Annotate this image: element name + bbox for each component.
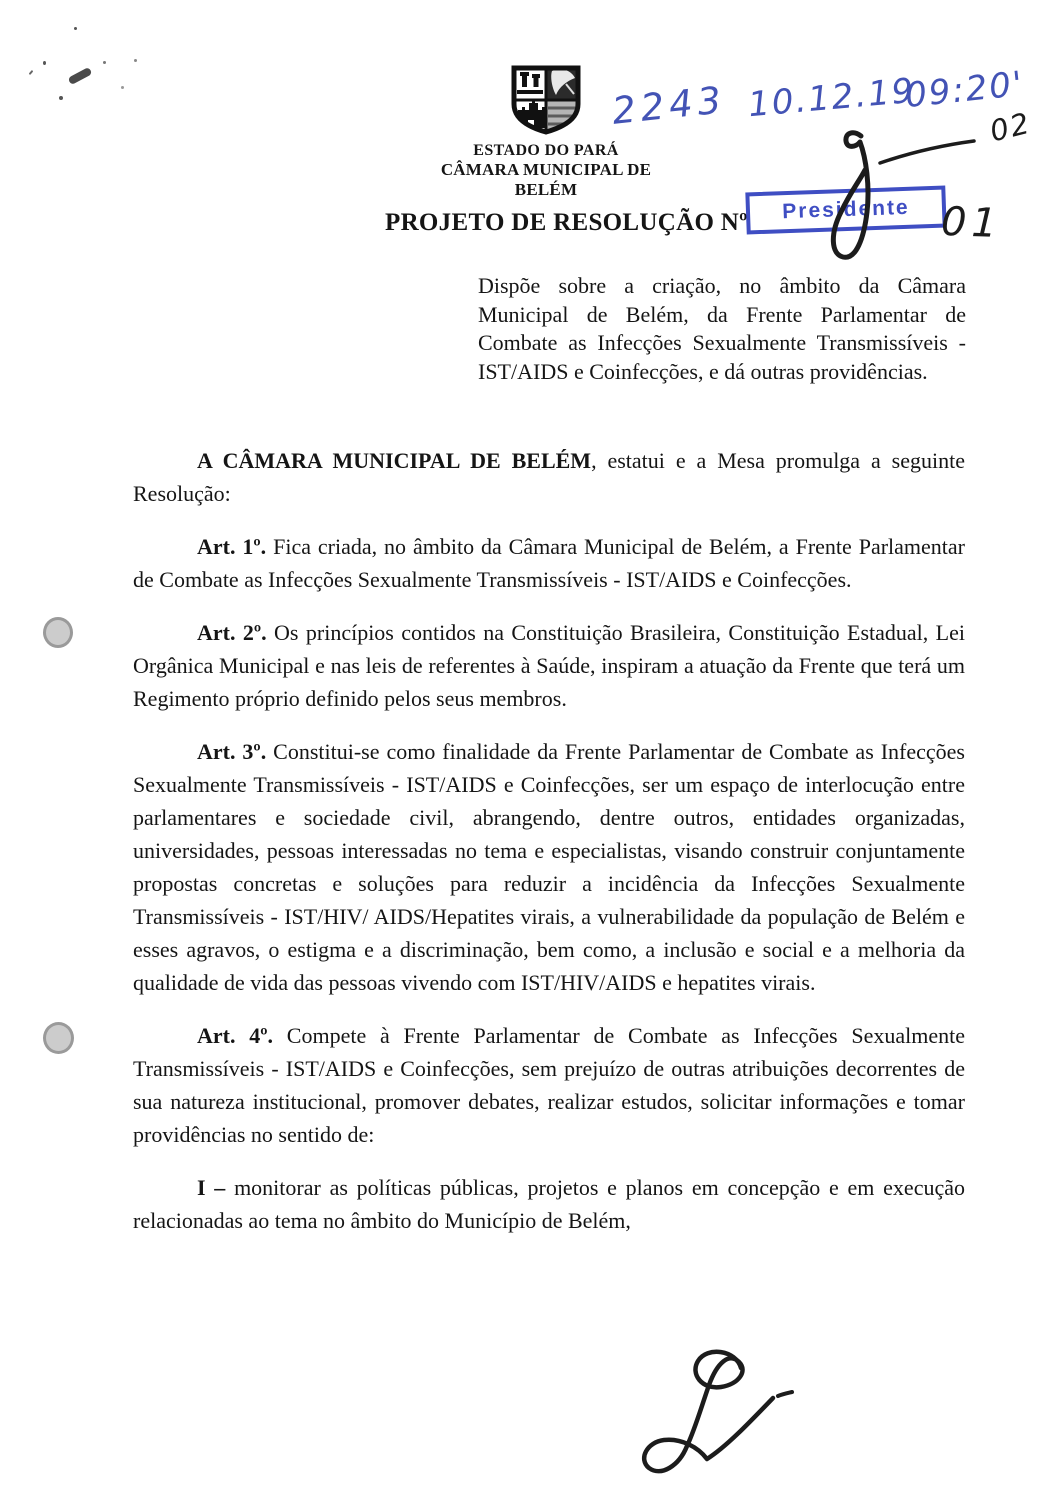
item-1	[133, 1171, 965, 1237]
handwritten-date: 10.12.19	[746, 70, 917, 126]
item-1-label: I –	[197, 1175, 226, 1200]
article-1-label: Art. 1º.	[197, 534, 267, 559]
article-3	[133, 735, 965, 999]
coat-of-arms-icon	[508, 64, 584, 136]
scan-speck	[134, 59, 137, 62]
handwritten-protocol-number: 2243	[610, 78, 729, 133]
stamp-label: Presidente	[781, 195, 911, 224]
scan-speck	[43, 61, 46, 65]
pen-dash-stroke	[880, 141, 974, 163]
article-4-text: Compete à Frente Parlamentar de Combate as Infecções Sexualmente Transmissíveis - IST/AIDS e Coinfecções, sem prejuízo de outras atribuições decorrentes de sua natureza institucional, promover debates, realizar estudos, solicitar informações e tomar providências no sentido de:	[133, 1023, 965, 1147]
preamble-lead: A CÂMARA MUNICIPAL DE BELÉM	[197, 448, 592, 473]
scan-speck	[29, 70, 34, 75]
article-4-label: Art. 4º.	[197, 1023, 274, 1048]
handwritten-sheet-mark: 01	[940, 198, 1003, 248]
document-body	[133, 444, 965, 1257]
handwritten-corner-mark: 02	[986, 105, 1035, 149]
author-signature-stroke	[644, 1352, 773, 1471]
hole-punch	[43, 1022, 74, 1054]
state-name: ESTADO DO PARÁ	[473, 142, 619, 159]
article-3-text: Constitui-se como finalidade da Frente Parlamentar de Combate as Infecções Sexualmente Transmissíveis - IST/AIDS e Coinfecções, ser um espaço de interlocução entre parlamentares e sociedade civil, abrangendo, dentre outros, entidades organizadas, universidades, pessoas interessadas no tema e especialistas, visando construir conjuntamente propostas concretas e soluções para reduzir a incidência da Infecções Sexualmente Transmissíveis - IST/HIV/ AIDS/Hepatites virais, a vulnerabilidade da população de Belém e esses agravos, o estigma e a discriminação, bem como, a inclusão e social e a melhoria da qualidade de vida das pessoas vivendo com IST/HIV/AIDS e hepatites virais.	[133, 739, 965, 995]
document-title: PROJETO DE RESOLUÇÃO Nº	[385, 209, 748, 236]
article-2	[133, 616, 965, 715]
preamble-text: , estatui e a Mesa promulga a seguinte Resolução:	[133, 448, 965, 506]
letterhead	[415, 64, 677, 200]
article-1-text: Fica criada, no âmbito da Câmara Municipal de Belém, a Frente Parlamentar de Combate as Infecções Sexualmente Transmissíveis - IST/AIDS e Coinfecções.	[133, 534, 965, 592]
article-2-text: Os princípios contidos na Constituição Brasileira, Constituição Estadual, Lei Orgânica Municipal e nas leis de referentes à Saúde, inspiram a atuação da Frente que terá um Regimento próprio definido pelos seus membros.	[133, 620, 965, 711]
presidente-stamp	[745, 186, 946, 235]
ementa-paragraph: Dispõe sobre a criação, no âmbito da Câmara Municipal de Belém, da Frente Parlamentar de Combate as Infecções Sexualmente Transmissíveis - IST/AIDS e Coinfecções, e dá outras providências.	[478, 273, 966, 384]
scan-speck	[74, 27, 77, 30]
article-4	[133, 1019, 965, 1151]
scan-speck	[59, 96, 63, 100]
pencil-smudge	[68, 67, 93, 85]
item-1-text: monitorar as políticas públicas, projetos e planos em concepção e em execução relacionadas ao tema no âmbito do Município de Belém,	[133, 1175, 965, 1233]
article-2-label: Art. 2º.	[197, 620, 267, 645]
article-3-label: Art. 3º.	[197, 739, 267, 764]
hole-punch	[43, 617, 73, 648]
scan-speck	[121, 86, 124, 89]
signature-dash-stroke	[778, 1392, 792, 1396]
handwritten-time: 09:20'	[903, 63, 1027, 117]
article-1	[133, 530, 965, 596]
scan-speck	[103, 61, 106, 64]
institution-name: CÂMARA MUNICIPAL DE BELÉM	[440, 160, 652, 199]
preamble-paragraph	[133, 444, 965, 510]
